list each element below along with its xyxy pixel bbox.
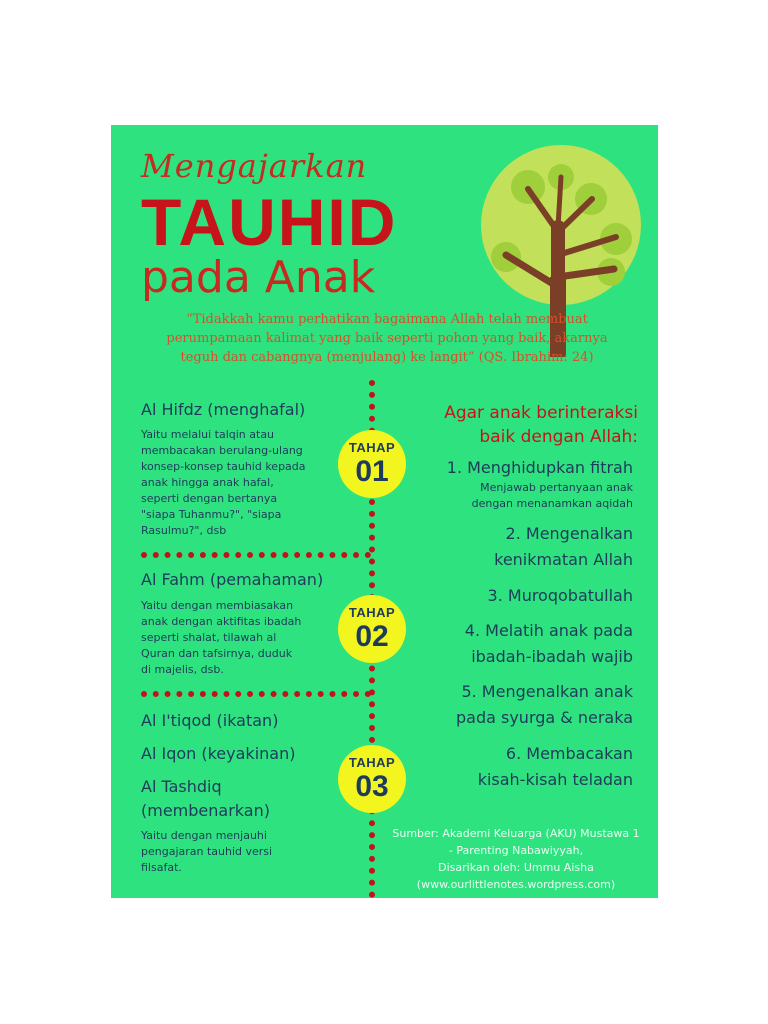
stage-1-title: Al Hifdz (menghafal) (141, 400, 306, 419)
item-line: kenikmatan Allah (494, 550, 633, 569)
stage-divider (141, 691, 371, 697)
description-line: di majelis, dsb. (141, 663, 224, 676)
badge-label: TAHAP (348, 605, 396, 620)
heading-line: Agar anak berinteraksi (444, 403, 638, 423)
stage-1-description (141, 427, 341, 539)
quran-quote: “Tidakkah kamu perhatikan bagaimana Allah telah membuat perumpamaan kalimat yang baik seperti pohon yang baik, akarnya teguh dan cabangnya (menjulang) ke langit” (QS. Ibrahim: 24) (166, 312, 608, 365)
right-heading (444, 401, 638, 449)
infographic-poster (111, 125, 658, 898)
item-line: 6. Membacakan (505, 744, 633, 763)
stage-1-badge (338, 430, 406, 498)
list-item (478, 741, 633, 793)
description-line: konsep-konsep tauhid kepada (141, 460, 306, 473)
item-line: 4. Melatih anak pada (464, 621, 633, 640)
badge-number: 02 (355, 620, 389, 653)
main-title: TAUHID (141, 185, 398, 259)
sub-title: pada Anak (141, 252, 376, 303)
item-line: pada syurga & neraka (455, 708, 633, 727)
description-line: seperti dengan bertanya (141, 492, 278, 505)
description-line: Quran dan tafsirnya, duduk (141, 647, 293, 660)
stage-3-title: Al I'tiqod (ikatan) (141, 711, 279, 730)
description-line: anak dengan aktifitas ibadah (141, 615, 302, 628)
badge-label: TAHAP (348, 440, 396, 455)
list-item (494, 521, 633, 573)
source-line: (www.ourlittlenotes.wordpress.com) (416, 878, 616, 891)
item-line: 2. Mengenalkan (505, 524, 633, 543)
badge-label: TAHAP (348, 755, 396, 770)
subtext-line: dengan menanamkan aqidah (471, 497, 633, 510)
item-line: kisah-kisah teladan (477, 770, 633, 789)
stage-2-badge (338, 595, 406, 663)
list-item (456, 679, 633, 731)
list-item-subtext (472, 480, 633, 512)
subtext-line: Menjawab pertanyaan anak (480, 481, 633, 494)
description-line: Yaitu melalui talqin atau (141, 428, 275, 441)
badge-number: 01 (355, 455, 389, 488)
source-credit (386, 825, 646, 893)
stage-3-title: (membenarkan) (141, 801, 270, 820)
stage-3-badge (338, 745, 406, 813)
description-line: pengajaran tauhid versi (141, 845, 273, 858)
source-line: - Parenting Nabawiyyah, (448, 844, 584, 857)
description-line: seperti shalat, tilawah al (141, 631, 277, 644)
source-line: Sumber: Akademi Keluarga (AKU) Mustawa 1 (392, 827, 640, 840)
description-line: anak hingga anak hafal, (141, 476, 274, 489)
description-line: Yaitu dengan membiasakan (141, 599, 294, 612)
item-line: 5. Mengenalkan anak (461, 682, 633, 701)
stage-3-title: Al Iqon (keyakinan) (141, 744, 296, 763)
heading-line: baik dengan Allah: (479, 427, 638, 447)
list-item: 3. Muroqobatullah (487, 586, 633, 605)
source-line: Disarikan oleh: Ummu Aisha (438, 861, 594, 874)
stage-2-title: Al Fahm (pemahaman) (141, 570, 324, 589)
list-item: 1. Menghidupkan fitrah (446, 458, 633, 477)
stage-3-description (141, 828, 341, 876)
stage-2-description (141, 598, 341, 678)
description-line: filsafat. (141, 861, 182, 874)
stage-3-title: Al Tashdiq (141, 777, 222, 796)
description-line: "siapa Tuhanmu?", "siapa (141, 508, 282, 521)
item-line: ibadah-ibadah wajib (471, 647, 633, 666)
description-line: membacakan berulang-ulang (141, 444, 303, 457)
description-line: Rasulmu?", dsb (141, 524, 227, 537)
script-title: Mengajarkan (141, 147, 368, 185)
badge-number: 03 (355, 770, 389, 803)
description-line: Yaitu dengan menjauhi (141, 829, 267, 842)
list-item (465, 618, 633, 670)
stage-divider (141, 552, 371, 558)
